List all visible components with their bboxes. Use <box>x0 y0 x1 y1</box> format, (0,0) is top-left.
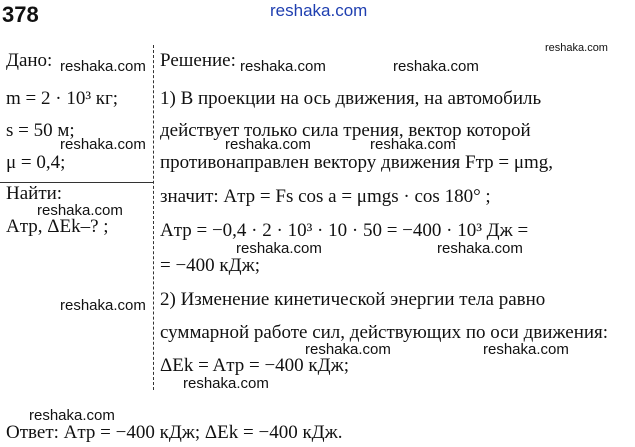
solution-line: 1) В проекции на ось движения, на автомобиль <box>160 88 542 109</box>
watermark: reshaka.com <box>37 202 123 219</box>
problem-number: 378 <box>2 2 39 27</box>
watermark: reshaka.com <box>393 58 479 75</box>
watermark: reshaka.com <box>437 240 523 257</box>
watermark: reshaka.com <box>60 58 146 75</box>
solution-line: Aтр = −0,4 · 2 · 10³ · 10 · 50 = −400 · 10³ Дж = <box>160 220 529 241</box>
solution-line: ΔEk = Aтр = −400 кДж; <box>160 355 350 376</box>
watermark: reshaka.com <box>240 58 326 75</box>
watermark: reshaka.com <box>225 136 311 153</box>
watermark: reshaka.com <box>370 136 456 153</box>
watermark: reshaka.com <box>545 42 608 54</box>
given-mass: m = 2 · 10³ кг; <box>6 88 119 109</box>
site-watermark: reshaka.com <box>270 1 368 20</box>
watermark: reshaka.com <box>183 375 269 392</box>
solution-title: Решение: <box>160 50 236 71</box>
watermark: reshaka.com <box>305 341 391 358</box>
watermark: reshaka.com <box>60 136 146 153</box>
solution-line: противонаправлен вектору движения Fтр = μmg, <box>160 152 554 173</box>
given-distance: s = 50 м; <box>6 120 75 141</box>
find-quantities: Aтр, ΔEk–? ; <box>6 216 109 237</box>
watermark: reshaka.com <box>236 240 322 257</box>
answer-line: Ответ: Aтр = −400 кДж; ΔEk = −400 кДж. <box>6 422 343 443</box>
watermark: reshaka.com <box>60 297 146 314</box>
solution-line: 2) Изменение кинетической энергии тела равно <box>160 289 546 310</box>
given-title: Дано: <box>6 50 53 71</box>
watermark: reshaka.com <box>483 341 569 358</box>
solution-line: суммарной работе сил, действующих по оси движения: <box>160 322 609 343</box>
column-divider <box>153 45 154 390</box>
given-friction-coefficient: μ = 0,4; <box>6 152 66 173</box>
solution-line: действует только сила трения, вектор которой <box>160 120 531 141</box>
solution-line: значит: Aтр = Fs cos a = μmgs · cos 180° ; <box>160 186 491 207</box>
solution-line: = −400 кДж; <box>160 255 261 276</box>
find-title: Найти: <box>6 183 63 204</box>
watermark: reshaka.com <box>29 407 115 424</box>
